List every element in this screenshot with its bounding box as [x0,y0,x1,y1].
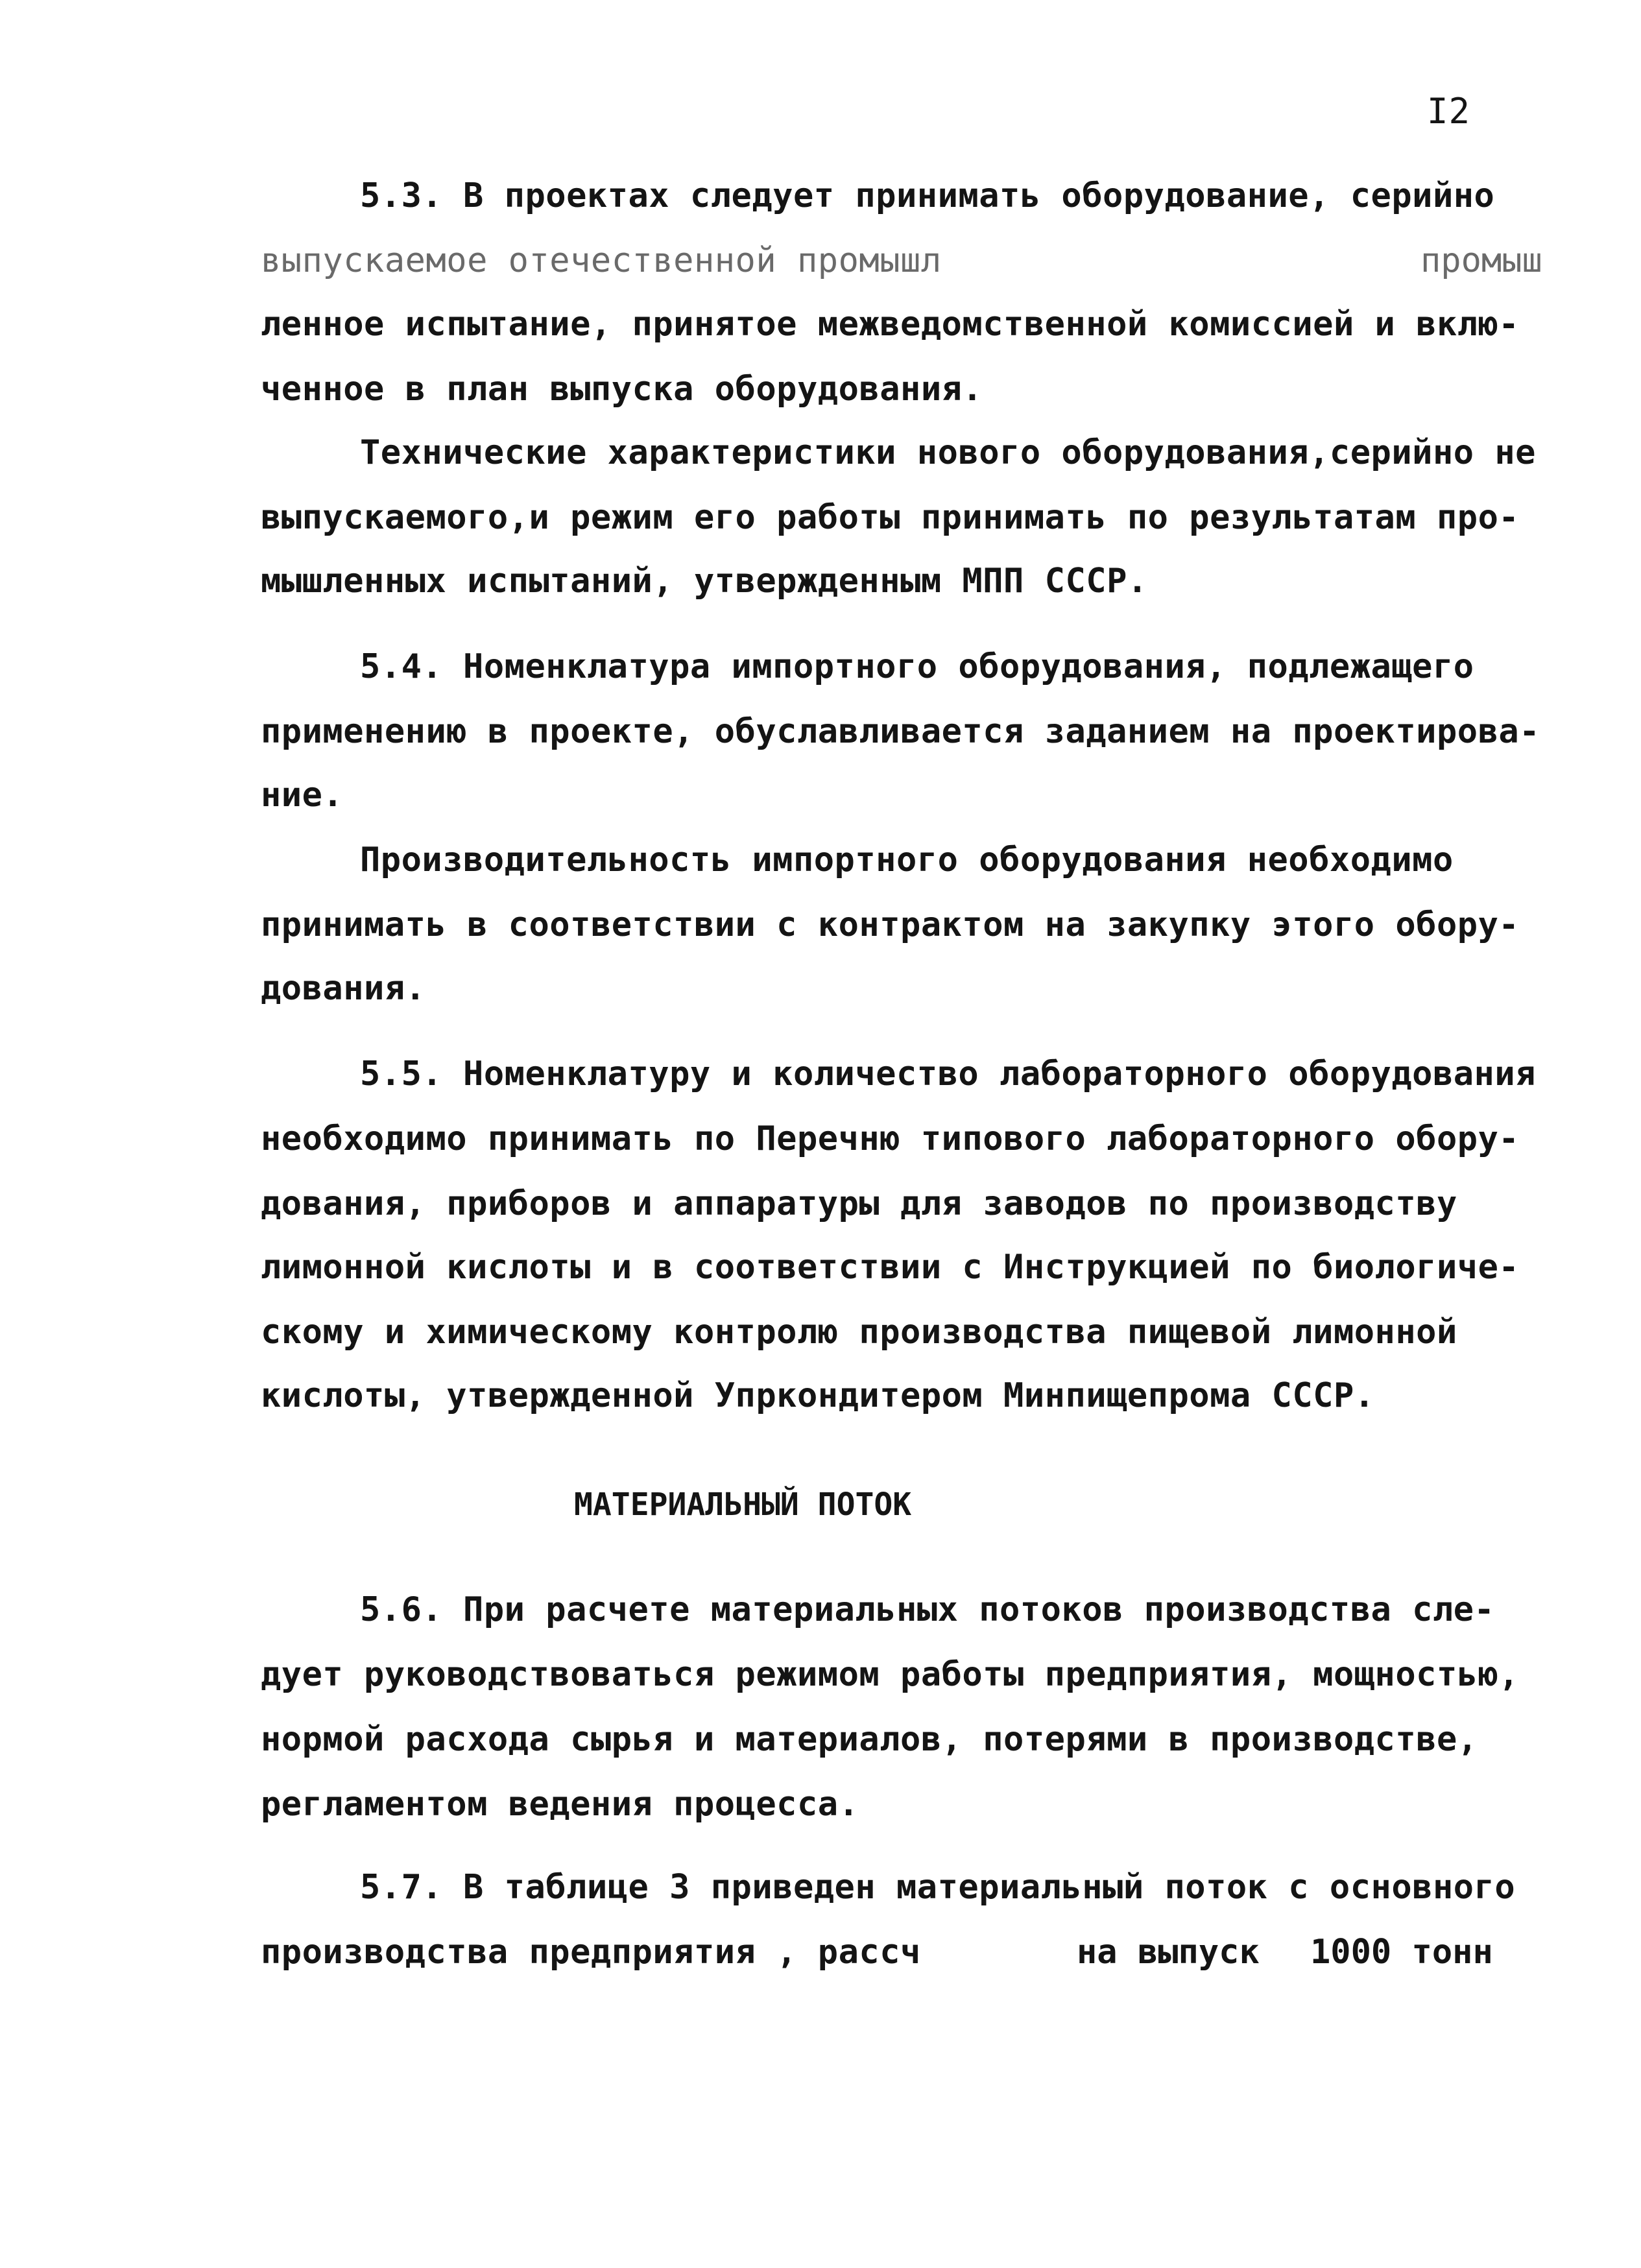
section-heading: МАТЕРИАЛЬНЫЙ ПОТОК [574,1486,912,1523]
text-line: скому и химическому контролю производства пищевой лимонной [261,1313,1457,1352]
text-line: выпускаемого,и режим его работы принимать по результатам про- [261,498,1520,537]
text-line: ние. [261,776,344,815]
text-line: 5.7. В таблице 3 приведен материальный поток с основного [360,1868,1516,1907]
text-line: дования. [261,969,426,1008]
text-line: 5.6. При расчете материальных потоков производства сле- [360,1590,1495,1629]
text-fragment: 1000 тонн [1310,1933,1493,1972]
text-line: ченное в план выпуска оборудования. [261,370,983,409]
text-line-faded: выпускаемое отечественной промышл [261,241,942,280]
text-line: лимонной кислоты и в соответствии с Инструкцией по биологиче- [261,1248,1520,1287]
text-line: мышленных испытаний, утвержденным МПП СССР. [261,562,1148,601]
text-line: нормой расхода сырья и материалов, потерями в производстве, [261,1720,1478,1759]
text-line: Производительность импортного оборудования необходимо [360,841,1454,879]
text-line: 5.3. В проектах следует принимать оборудование, серийно [360,176,1495,215]
page-number: I2 [1427,91,1471,132]
text-line: Технические характеристики нового оборудования,серийно не [360,433,1536,472]
text-line: необходимо принимать по Перечню типового лабораторного обору- [261,1119,1520,1158]
text-line: 5.5. Номенклатуру и количество лабораторного оборудования [360,1055,1536,1093]
text-line: регламентом ведения процесса. [261,1785,859,1824]
text-line: применению в проекте, обуславливается заданием на проектирова- [261,712,1540,751]
text-fragment: на выпуск [1077,1933,1260,1972]
text-line: ленное испытание, принятое межведомственной комиссией и вклю- [261,305,1520,344]
text-line: дования, приборов и аппаратуры для заводов по производству [261,1184,1457,1223]
text-line: производства предприятия , рассч [261,1933,921,1972]
text-line: принимать в соответствии с контрактом на закупку этого обору- [261,905,1520,944]
text-line: кислоты, утвержденной Упркондитером Минпищепрома СССР. [261,1376,1375,1415]
text-fragment: промыш [1420,241,1542,280]
text-line: 5.4. Номенклатура импортного оборудования, подлежащего [360,647,1474,686]
text-line: дует руководствоваться режимом работы предприятия, мощностью, [261,1655,1520,1694]
